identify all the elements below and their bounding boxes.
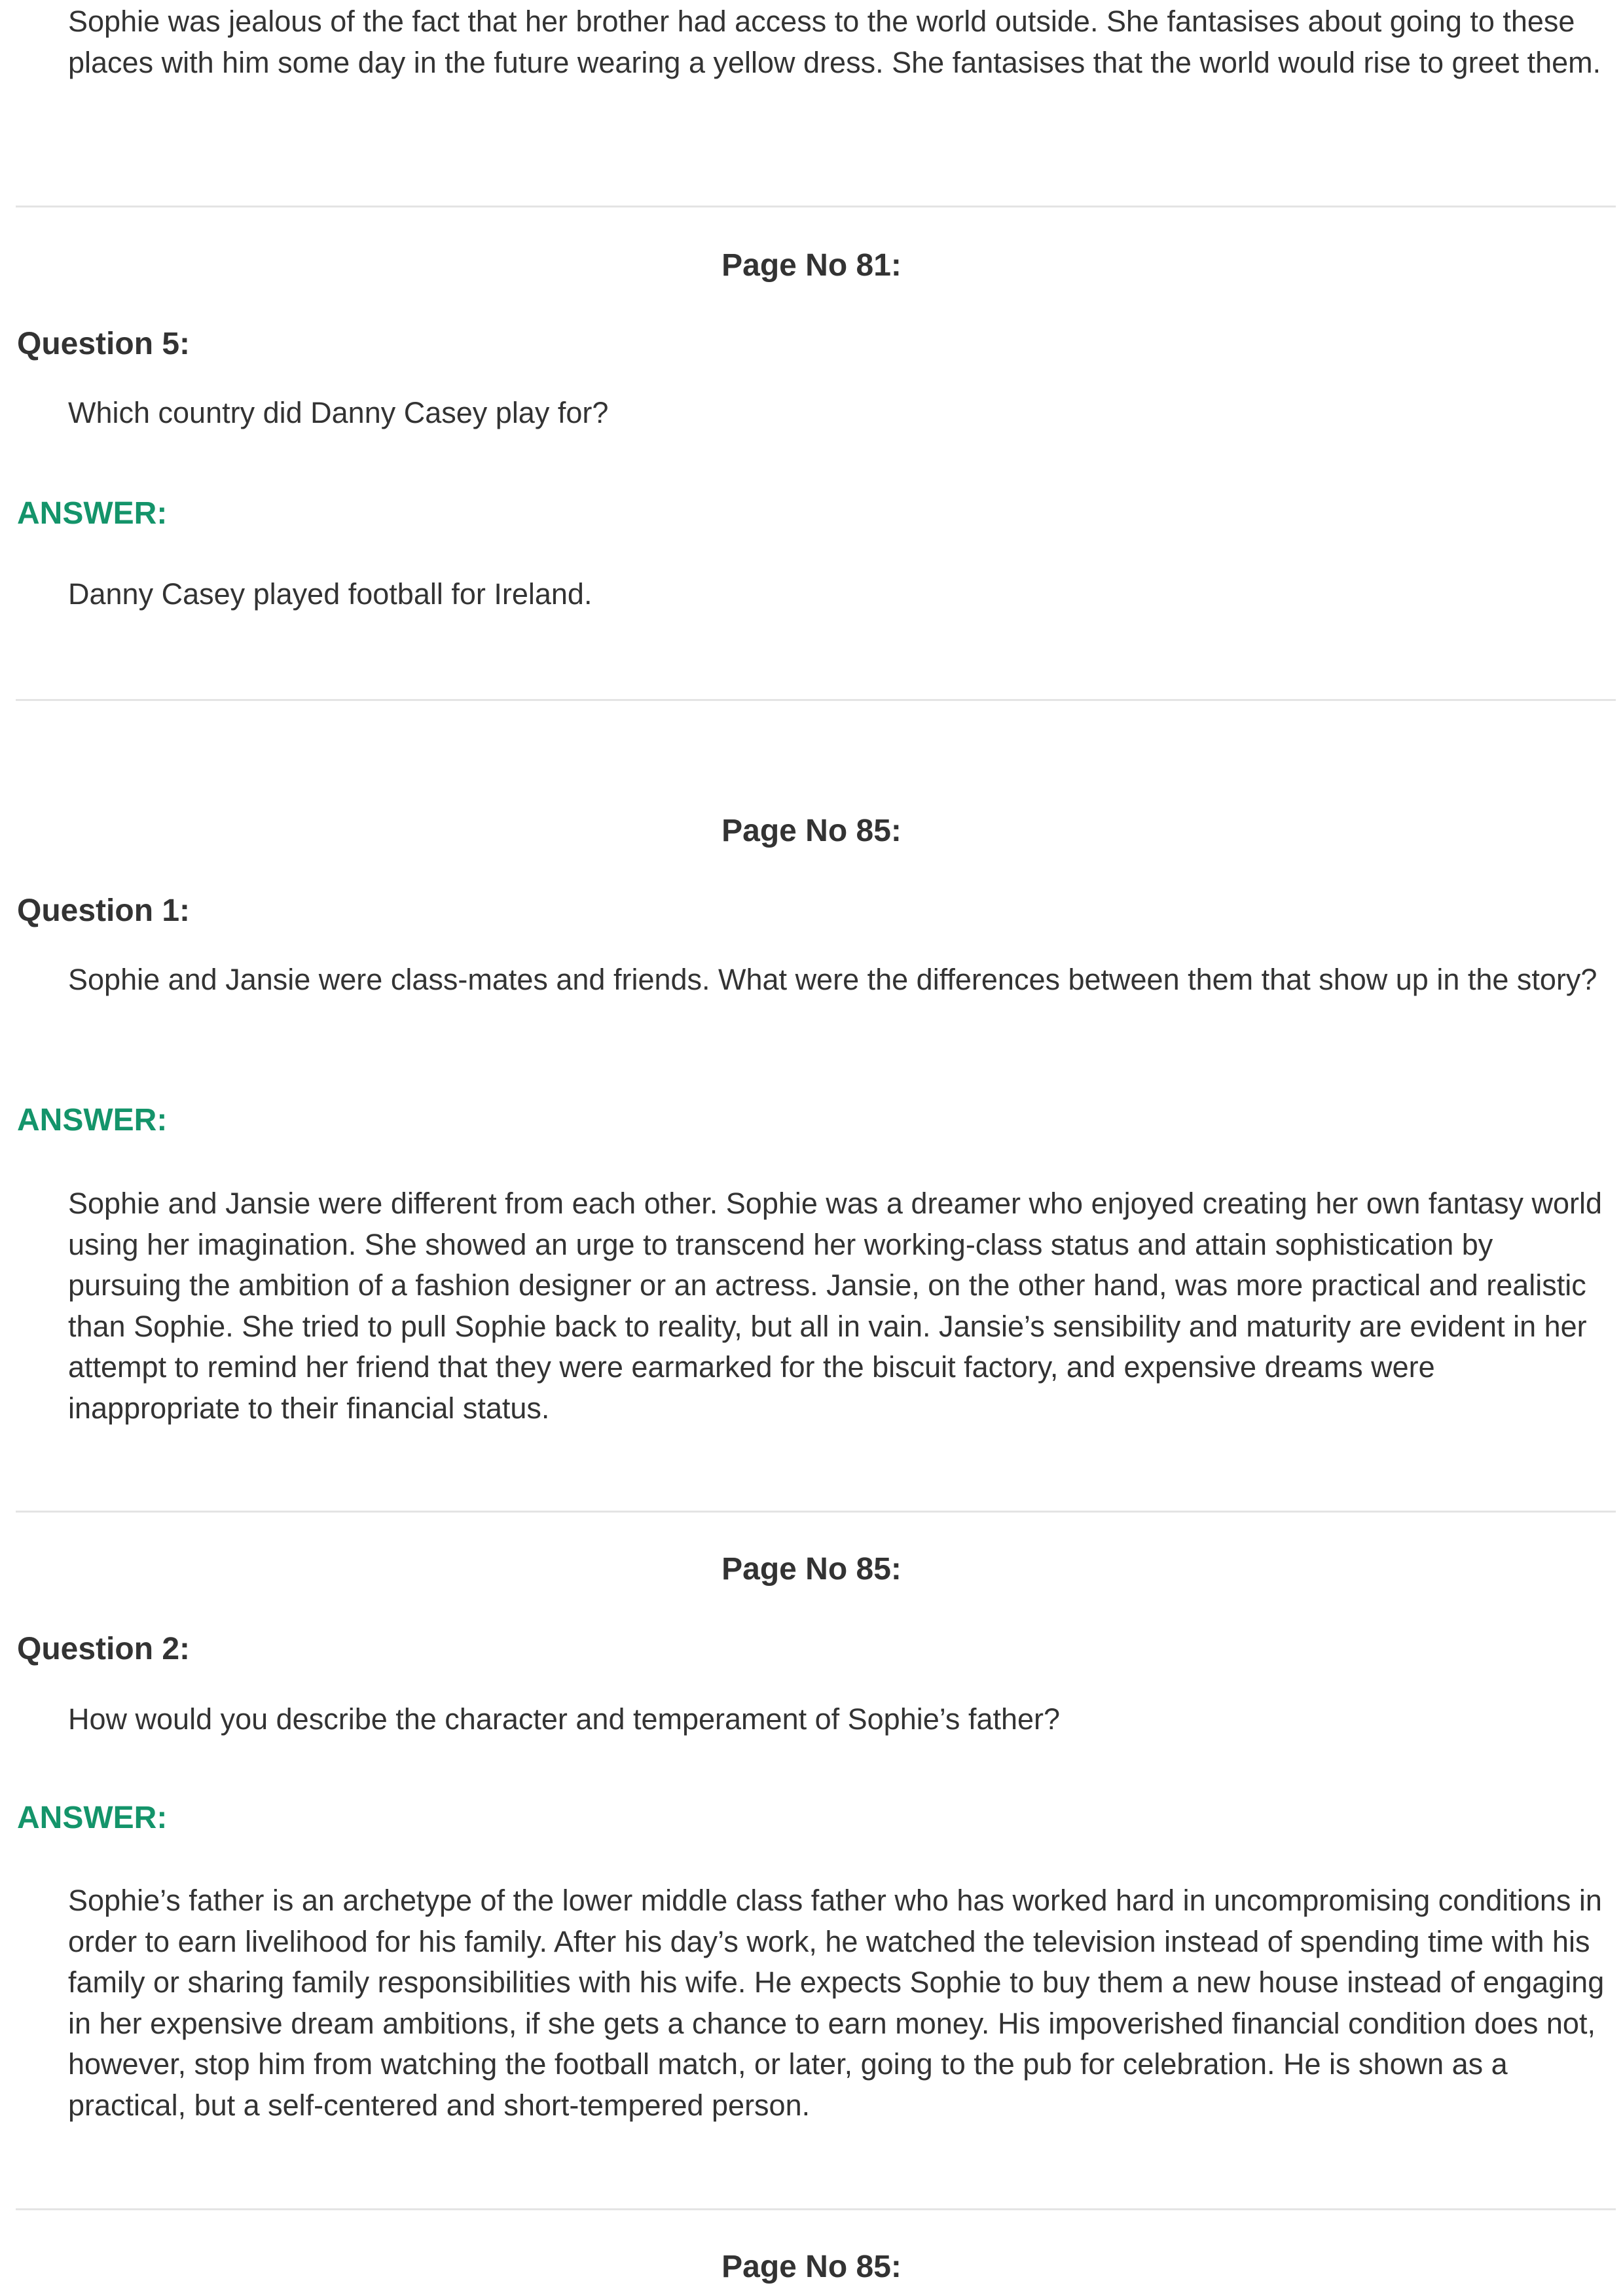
page-heading: Page No 81: [721,248,902,283]
section-divider [16,699,1616,701]
intro-paragraph: Sophie was jealous of the fact that her brother had access to the world outside. She fantasises about going to these places with him some day in the future wearing a yellow dress. She fantasises that the world would rise to greet them. [68,5,1601,79]
answer-text: Sophie’s father is an archetype of the lower middle class father who has worked hard in uncompromising conditions in order to earn livelihood for his family. After his day’s work, he watched the television instead of spending time with his family or sharing family responsibilities with his wife. He expects Sophie to buy them a new house instead of engaging in her expensive dream ambitions, if she gets a chance to earn money. His impoverished financial condition does not, however, stop him from watching the football match, or later, going to the pub for celebration. He is shown as a practical, but a self-centered and short-tempered person. [68,1884,1605,2122]
page-heading: Page No 85: [721,2250,902,2284]
answer-label: ANSWER: [17,1801,168,1835]
section-divider [16,2208,1616,2210]
question-text: How would you describe the character and temperament of Sophie’s father? [68,1702,1061,1736]
section-divider [16,206,1616,207]
page-heading: Page No 85: [721,1552,902,1587]
answer-label: ANSWER: [17,1103,168,1138]
section-divider [16,1511,1616,1513]
question-label: Question 1: [17,893,191,928]
answer-text: Sophie and Jansie were different from each other. Sophie was a dreamer who enjoyed creating her own fantasy world using her imagination. She showed an urge to transcend her working-class status and attain sophistication by pursuing the ambition of a fashion designer or an actress. Jansie, on the other hand, was more practical and realistic than Sophie. She tried to pull Sophie back to reality, but all in vain. Jansie’s sensibility and maturity are evident in her attempt to remind her friend that they were earmarked for the biscuit factory, and expensive dreams were inappropriate to their financial status. [68,1187,1603,1425]
question-text: Sophie and Jansie were class-mates and friends. What were the differences between them that show up in the story? [68,963,1597,996]
question-label: Question 5: [17,327,191,361]
answer-text: Danny Casey played football for Ireland. [68,577,593,611]
answer-label: ANSWER: [17,496,168,531]
question-label: Question 2: [17,1632,191,1666]
page-heading: Page No 85: [721,814,902,848]
question-text: Which country did Danny Casey play for? [68,396,609,429]
